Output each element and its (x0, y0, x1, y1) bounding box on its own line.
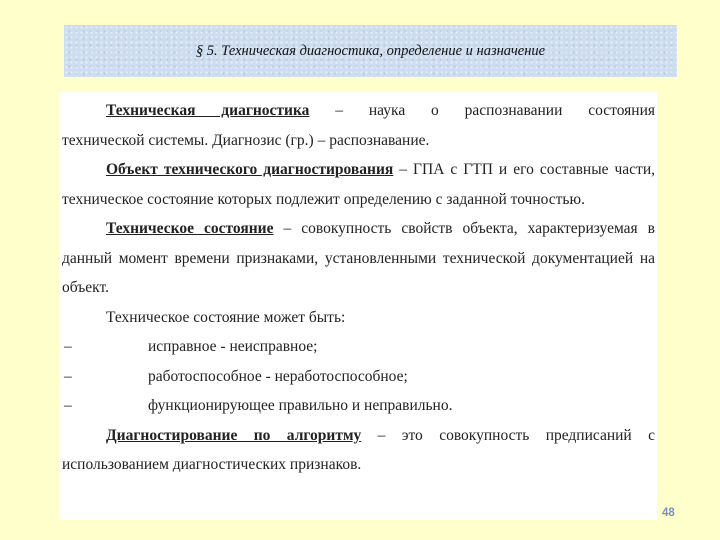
term-diagnostic-object: Объект технического диагностирования (106, 161, 394, 178)
term-algorithmic-diagnosis: Диагностирование по алгоритму (106, 426, 362, 444)
list-item (62, 391, 655, 421)
paragraph-text: – это совокупность предписаний с использованием диагностических признаков. (62, 426, 656, 473)
paragraph-continuation (62, 126, 655, 156)
paragraph-state-intro (62, 303, 655, 333)
document-image (59, 92, 657, 520)
list-item-text: функционирующее правильно и неправильно. (148, 397, 453, 414)
paragraph-text: – ГПА с ГТП и его составные части, техническое состояние которых подлежит определению с заданной точностью. (62, 161, 655, 208)
paragraph-definition-object (62, 155, 655, 214)
paragraph-definition-diagnostics (62, 96, 655, 126)
paragraph-text: – наука о распознавании состояния (309, 102, 656, 119)
paragraph-text: – совокупность свойств объекта, характеризуемая в данный момент времени признаками, установленными технической документацией на объект. (62, 220, 655, 296)
paragraph-definition-state (62, 214, 655, 303)
term-technical-diagnostics: Техническая диагностика (106, 102, 310, 119)
list-item (62, 332, 655, 362)
list-item-text: исправное - неисправное; (148, 338, 318, 355)
paragraph-text: технической системы. Диагнозис (гр.) – распознавание. (62, 131, 430, 149)
page-number: 48 (662, 507, 675, 519)
list-item (62, 362, 655, 392)
list-dash: – (64, 367, 72, 385)
paragraph-definition-algorithm (62, 421, 655, 480)
slide-title: § 5. Техническая диагностика, определение и назначение (195, 42, 546, 59)
paragraph-text: Техническое состояние может быть: (106, 308, 346, 326)
list-item-text: работоспособное - неработоспособное; (148, 367, 408, 385)
term-technical-state: Техническое состояние (106, 220, 274, 237)
list-dash: – (64, 397, 72, 414)
title-banner (64, 25, 677, 77)
list-dash: – (64, 338, 72, 355)
